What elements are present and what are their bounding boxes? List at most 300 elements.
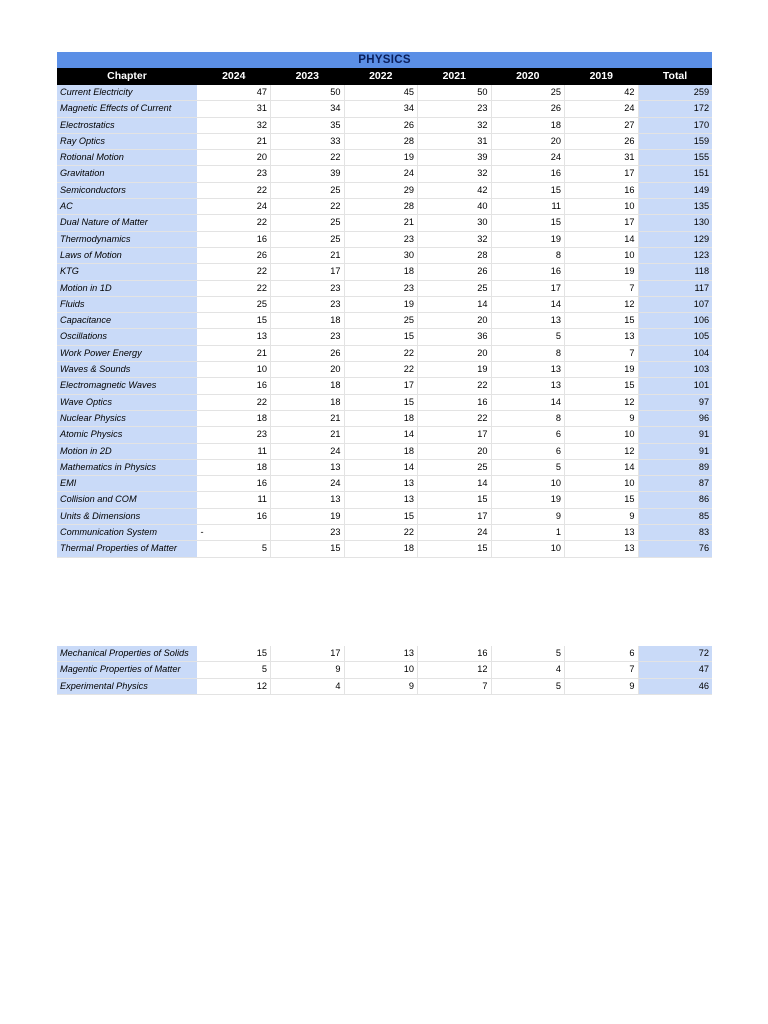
year-value-cell: 7 (418, 678, 492, 694)
year-value-cell: 15 (197, 646, 271, 662)
year-value-cell: 18 (344, 410, 418, 426)
chapter-cell: Waves & Sounds (57, 362, 197, 378)
year-value-cell: 15 (344, 394, 418, 410)
table-row (57, 215, 712, 231)
year-value-cell: 12 (418, 662, 492, 678)
year-value-cell: 31 (565, 150, 639, 166)
year-value-cell: 13 (197, 329, 271, 345)
chapter-cell: Motion in 1D (57, 280, 197, 296)
year-value-cell: 31 (418, 133, 492, 149)
year-value-cell: 7 (565, 280, 639, 296)
year-value-cell: 18 (491, 117, 565, 133)
total-cell: 159 (638, 133, 712, 149)
year-value-cell: 5 (197, 662, 271, 678)
year-value-cell: 24 (344, 166, 418, 182)
chapter-cell: EMI (57, 476, 197, 492)
year-value-cell: 10 (491, 476, 565, 492)
year-value-cell: 21 (197, 133, 271, 149)
year-value-cell: 9 (565, 678, 639, 694)
chapter-cell: Work Power Energy (57, 345, 197, 361)
year-value-cell: 23 (344, 231, 418, 247)
year-value-cell: 25 (271, 182, 345, 198)
year-value-cell: 6 (565, 646, 639, 662)
year-value-cell: 20 (271, 362, 345, 378)
year-value-cell: 31 (197, 101, 271, 117)
year-value-cell: 22 (418, 378, 492, 394)
year-value-cell: 18 (344, 443, 418, 459)
total-cell: 170 (638, 117, 712, 133)
year-value-cell: 26 (271, 345, 345, 361)
year-value-cell: 5 (197, 541, 271, 557)
year-value-cell: 25 (418, 280, 492, 296)
year-value-cell: 10 (565, 427, 639, 443)
year-value-cell: 16 (491, 166, 565, 182)
year-value-cell: 20 (418, 313, 492, 329)
year-value-cell: 24 (418, 525, 492, 541)
year-value-cell: 23 (271, 525, 345, 541)
year-value-cell: 21 (271, 427, 345, 443)
year-value-cell: 19 (565, 264, 639, 280)
table-row (57, 678, 712, 694)
year-value-cell: 5 (491, 646, 565, 662)
table-title: PHYSICS (57, 52, 712, 68)
year-value-cell: 13 (565, 329, 639, 345)
year-value-cell: 23 (271, 296, 345, 312)
year-value-cell: 28 (418, 247, 492, 263)
year-value-cell: 28 (344, 199, 418, 215)
year-value-cell: 33 (271, 133, 345, 149)
table-row (57, 476, 712, 492)
year-value-cell: 19 (344, 296, 418, 312)
table-row (57, 508, 712, 524)
table-row (57, 182, 712, 198)
year-value-cell: 8 (491, 247, 565, 263)
year-value-cell: 10 (197, 362, 271, 378)
total-cell: 106 (638, 313, 712, 329)
total-cell: 96 (638, 410, 712, 426)
year-value-cell: 16 (418, 394, 492, 410)
year-value-cell: 9 (271, 662, 345, 678)
year-value-cell: - (197, 525, 271, 541)
header-year: 2020 (491, 68, 565, 85)
year-value-cell: 19 (491, 492, 565, 508)
year-value-cell: 24 (271, 443, 345, 459)
table-row (57, 296, 712, 312)
chapter-cell: Mechanical Properties of Solids (57, 646, 197, 662)
chapter-cell: Rotional Motion (57, 150, 197, 166)
year-value-cell: 5 (491, 329, 565, 345)
total-cell: 87 (638, 476, 712, 492)
year-value-cell: 18 (271, 394, 345, 410)
year-value-cell: 19 (271, 508, 345, 524)
year-value-cell: 13 (344, 492, 418, 508)
year-value-cell: 23 (197, 427, 271, 443)
total-cell: 155 (638, 150, 712, 166)
total-cell: 117 (638, 280, 712, 296)
total-cell: 89 (638, 459, 712, 475)
year-value-cell: 5 (491, 459, 565, 475)
year-value-cell: 25 (271, 231, 345, 247)
chapter-cell: Laws of Motion (57, 247, 197, 263)
year-value-cell: 32 (418, 231, 492, 247)
total-cell: 91 (638, 443, 712, 459)
physics-table-container (57, 52, 712, 558)
year-value-cell: 47 (197, 85, 271, 101)
year-value-cell: 16 (565, 182, 639, 198)
total-cell: 85 (638, 508, 712, 524)
header-year: 2021 (418, 68, 492, 85)
year-value-cell: 18 (271, 378, 345, 394)
year-value-cell: 17 (418, 427, 492, 443)
year-value-cell: 14 (565, 459, 639, 475)
year-value-cell: 13 (565, 541, 639, 557)
total-cell: 83 (638, 525, 712, 541)
table-row (57, 117, 712, 133)
year-value-cell: 45 (344, 85, 418, 101)
year-value-cell: 18 (271, 313, 345, 329)
year-value-cell: 16 (491, 264, 565, 280)
table-row (57, 329, 712, 345)
header-chapter: Chapter (57, 68, 197, 85)
total-cell: 149 (638, 182, 712, 198)
chapter-cell: Oscillations (57, 329, 197, 345)
table-row (57, 345, 712, 361)
lower-table (57, 646, 712, 695)
year-value-cell: 15 (565, 313, 639, 329)
table-row (57, 378, 712, 394)
year-value-cell: 17 (565, 166, 639, 182)
year-value-cell: 13 (491, 313, 565, 329)
year-value-cell: 26 (344, 117, 418, 133)
year-value-cell: 9 (491, 508, 565, 524)
total-cell: 172 (638, 101, 712, 117)
year-value-cell: 22 (197, 394, 271, 410)
year-value-cell: 17 (271, 264, 345, 280)
year-value-cell: 34 (344, 101, 418, 117)
year-value-cell: 19 (491, 231, 565, 247)
table-row (57, 646, 712, 662)
year-value-cell: 13 (271, 459, 345, 475)
year-value-cell: 19 (418, 362, 492, 378)
year-value-cell: 40 (418, 199, 492, 215)
year-value-cell: 20 (418, 443, 492, 459)
year-value-cell: 30 (418, 215, 492, 231)
year-value-cell: 18 (344, 541, 418, 557)
year-value-cell: 23 (271, 329, 345, 345)
year-value-cell: 11 (491, 199, 565, 215)
year-value-cell: 32 (418, 117, 492, 133)
table-row (57, 231, 712, 247)
chapter-cell: Thermodynamics (57, 231, 197, 247)
year-value-cell: 17 (344, 378, 418, 394)
table-row (57, 247, 712, 263)
year-value-cell: 8 (491, 410, 565, 426)
table-row (57, 492, 712, 508)
year-value-cell: 18 (197, 410, 271, 426)
year-value-cell: 24 (565, 101, 639, 117)
chapter-cell: Magentic Properties of Matter (57, 662, 197, 678)
table-row (57, 362, 712, 378)
chapter-cell: Electromagnetic Waves (57, 378, 197, 394)
year-value-cell: 15 (491, 215, 565, 231)
year-value-cell: 50 (271, 85, 345, 101)
total-cell: 72 (638, 646, 712, 662)
year-value-cell: 24 (197, 199, 271, 215)
year-value-cell: 14 (344, 459, 418, 475)
total-cell: 76 (638, 541, 712, 557)
year-value-cell: 7 (565, 662, 639, 678)
year-value-cell: 36 (418, 329, 492, 345)
chapter-cell: Experimental Physics (57, 678, 197, 694)
header-year: 2024 (197, 68, 271, 85)
year-value-cell: 10 (491, 541, 565, 557)
year-value-cell: 7 (565, 345, 639, 361)
year-value-cell: 26 (565, 133, 639, 149)
year-value-cell: 20 (418, 345, 492, 361)
table-row (57, 280, 712, 296)
chapter-cell: Electrostatics (57, 117, 197, 133)
year-value-cell: 22 (197, 182, 271, 198)
year-value-cell: 14 (491, 296, 565, 312)
chapter-cell: Motion in 2D (57, 443, 197, 459)
table-row (57, 166, 712, 182)
table-row (57, 427, 712, 443)
chapter-cell: KTG (57, 264, 197, 280)
chapter-cell: Wave Optics (57, 394, 197, 410)
chapter-cell: Current Electricity (57, 85, 197, 101)
table-row (57, 133, 712, 149)
total-cell: 105 (638, 329, 712, 345)
year-value-cell: 11 (197, 443, 271, 459)
year-value-cell: 12 (565, 296, 639, 312)
table-row (57, 394, 712, 410)
year-value-cell: 14 (491, 394, 565, 410)
year-value-cell: 25 (344, 313, 418, 329)
chapter-cell: Thermal Properties of Matter (57, 541, 197, 557)
total-cell: 46 (638, 678, 712, 694)
chapter-cell: Capacitance (57, 313, 197, 329)
chapter-cell: Fluids (57, 296, 197, 312)
table-row (57, 410, 712, 426)
year-value-cell: 25 (197, 296, 271, 312)
chapter-cell: Collision and COM (57, 492, 197, 508)
year-value-cell: 29 (344, 182, 418, 198)
year-value-cell: 6 (491, 427, 565, 443)
year-value-cell: 9 (565, 508, 639, 524)
year-value-cell: 28 (344, 133, 418, 149)
year-value-cell: 18 (197, 459, 271, 475)
year-value-cell: 22 (418, 410, 492, 426)
year-value-cell: 9 (344, 678, 418, 694)
year-value-cell: 23 (418, 101, 492, 117)
year-value-cell: 6 (491, 443, 565, 459)
total-cell: 47 (638, 662, 712, 678)
year-value-cell: 8 (491, 345, 565, 361)
chapter-cell: Mathematics in Physics (57, 459, 197, 475)
year-value-cell: 22 (271, 199, 345, 215)
year-value-cell: 9 (565, 410, 639, 426)
total-cell: 101 (638, 378, 712, 394)
year-value-cell: 5 (491, 678, 565, 694)
year-value-cell: 14 (565, 231, 639, 247)
year-value-cell: 4 (491, 662, 565, 678)
year-value-cell: 21 (344, 215, 418, 231)
year-value-cell: 15 (491, 182, 565, 198)
year-value-cell: 21 (271, 247, 345, 263)
year-value-cell: 16 (197, 378, 271, 394)
table-row (57, 541, 712, 557)
year-value-cell: 15 (565, 378, 639, 394)
year-value-cell: 17 (565, 215, 639, 231)
year-value-cell: 23 (197, 166, 271, 182)
year-value-cell: 24 (271, 476, 345, 492)
physics-table (57, 52, 712, 558)
year-value-cell: 12 (565, 394, 639, 410)
year-value-cell: 12 (197, 678, 271, 694)
year-value-cell: 17 (418, 508, 492, 524)
year-value-cell: 15 (271, 541, 345, 557)
total-cell: 259 (638, 85, 712, 101)
year-value-cell: 12 (565, 443, 639, 459)
year-value-cell: 15 (418, 541, 492, 557)
year-value-cell: 22 (197, 280, 271, 296)
table-row (57, 150, 712, 166)
year-value-cell: 42 (418, 182, 492, 198)
header-year: 2019 (565, 68, 639, 85)
year-value-cell: 39 (271, 166, 345, 182)
year-value-cell: 21 (197, 345, 271, 361)
chapter-cell: Semiconductors (57, 182, 197, 198)
year-value-cell: 26 (197, 247, 271, 263)
year-value-cell: 26 (418, 264, 492, 280)
chapter-cell: AC (57, 199, 197, 215)
total-cell: 123 (638, 247, 712, 263)
year-value-cell: 22 (344, 362, 418, 378)
year-value-cell: 26 (491, 101, 565, 117)
chapter-cell: Magnetic Effects of Current (57, 101, 197, 117)
total-cell: 135 (638, 199, 712, 215)
header-total: Total (638, 68, 712, 85)
year-value-cell: 34 (271, 101, 345, 117)
year-value-cell: 13 (491, 378, 565, 394)
year-value-cell: 19 (565, 362, 639, 378)
chapter-cell: Ray Optics (57, 133, 197, 149)
year-value-cell: 10 (565, 247, 639, 263)
year-value-cell: 14 (344, 427, 418, 443)
year-value-cell: 23 (344, 280, 418, 296)
year-value-cell: 35 (271, 117, 345, 133)
table-row (57, 264, 712, 280)
chapter-cell: Atomic Physics (57, 427, 197, 443)
year-value-cell: 10 (344, 662, 418, 678)
table-row (57, 313, 712, 329)
year-value-cell: 1 (491, 525, 565, 541)
lower-table-container (57, 646, 712, 695)
header-year: 2023 (271, 68, 345, 85)
chapter-cell: Dual Nature of Matter (57, 215, 197, 231)
chapter-cell: Nuclear Physics (57, 410, 197, 426)
year-value-cell: 14 (418, 296, 492, 312)
year-value-cell: 39 (418, 150, 492, 166)
year-value-cell: 13 (271, 492, 345, 508)
year-value-cell: 14 (418, 476, 492, 492)
table-row (57, 459, 712, 475)
year-value-cell: 19 (344, 150, 418, 166)
year-value-cell: 25 (418, 459, 492, 475)
year-value-cell: 22 (197, 215, 271, 231)
year-value-cell: 25 (271, 215, 345, 231)
year-value-cell: 13 (491, 362, 565, 378)
year-value-cell: 16 (197, 508, 271, 524)
year-value-cell: 20 (197, 150, 271, 166)
table-row (57, 662, 712, 678)
chapter-cell: Gravitation (57, 166, 197, 182)
chapter-cell: Communication System (57, 525, 197, 541)
total-cell: 129 (638, 231, 712, 247)
year-value-cell: 15 (565, 492, 639, 508)
year-value-cell: 21 (271, 410, 345, 426)
year-value-cell: 10 (565, 199, 639, 215)
year-value-cell: 18 (344, 264, 418, 280)
year-value-cell: 10 (565, 476, 639, 492)
total-cell: 104 (638, 345, 712, 361)
year-value-cell: 17 (491, 280, 565, 296)
table-row (57, 199, 712, 215)
total-cell: 151 (638, 166, 712, 182)
year-value-cell: 32 (197, 117, 271, 133)
total-cell: 118 (638, 264, 712, 280)
total-cell: 103 (638, 362, 712, 378)
year-value-cell: 13 (344, 646, 418, 662)
year-value-cell: 22 (344, 525, 418, 541)
year-value-cell: 24 (491, 150, 565, 166)
year-value-cell: 15 (197, 313, 271, 329)
total-cell: 86 (638, 492, 712, 508)
total-cell: 107 (638, 296, 712, 312)
year-value-cell: 20 (491, 133, 565, 149)
total-cell: 130 (638, 215, 712, 231)
table-row (57, 525, 712, 541)
year-value-cell: 4 (271, 678, 345, 694)
total-cell: 91 (638, 427, 712, 443)
year-value-cell: 32 (418, 166, 492, 182)
year-value-cell: 50 (418, 85, 492, 101)
year-value-cell: 15 (418, 492, 492, 508)
year-value-cell: 16 (197, 231, 271, 247)
year-value-cell: 13 (344, 476, 418, 492)
year-value-cell: 30 (344, 247, 418, 263)
year-value-cell: 16 (197, 476, 271, 492)
year-value-cell: 13 (565, 525, 639, 541)
year-value-cell: 25 (491, 85, 565, 101)
total-cell: 97 (638, 394, 712, 410)
header-year: 2022 (344, 68, 418, 85)
table-row (57, 101, 712, 117)
year-value-cell: 27 (565, 117, 639, 133)
year-value-cell: 42 (565, 85, 639, 101)
year-value-cell: 22 (197, 264, 271, 280)
chapter-cell: Units & Dimensions (57, 508, 197, 524)
year-value-cell: 15 (344, 508, 418, 524)
year-value-cell: 17 (271, 646, 345, 662)
year-value-cell: 16 (418, 646, 492, 662)
table-row (57, 85, 712, 101)
year-value-cell: 23 (271, 280, 345, 296)
year-value-cell: 11 (197, 492, 271, 508)
year-value-cell: 22 (344, 345, 418, 361)
year-value-cell: 22 (271, 150, 345, 166)
table-row (57, 443, 712, 459)
